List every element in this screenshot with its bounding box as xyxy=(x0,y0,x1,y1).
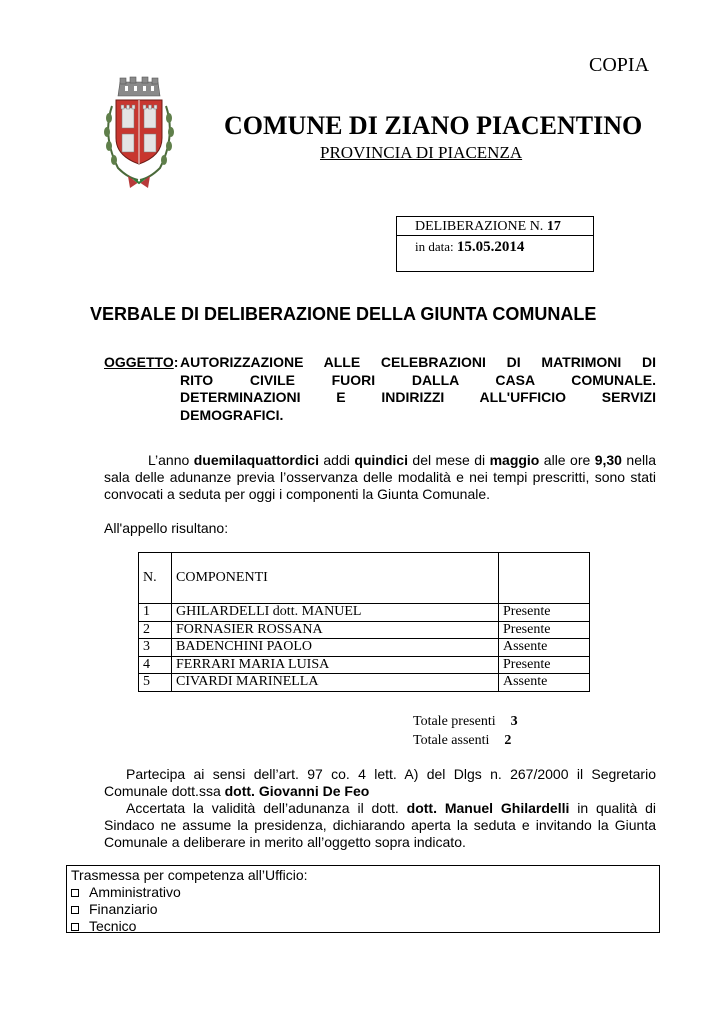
table-row xyxy=(139,656,590,674)
deliberation-number-label: DELIBERAZIONE N. xyxy=(415,219,544,234)
municipality-name: COMUNE DI ZIANO PIACENTINO xyxy=(224,111,643,140)
deliberation-number-value: 17 xyxy=(546,219,561,234)
member-number: 3 xyxy=(139,639,172,657)
mayor-name: dott. Manuel Ghilardelli xyxy=(406,800,570,816)
table-header-row xyxy=(139,553,590,604)
roll-call-label: All'appello risultano: xyxy=(104,520,229,536)
secretary-name: dott. Giovanni De Feo xyxy=(224,783,370,799)
table-row xyxy=(139,674,590,692)
checkbox-icon[interactable] xyxy=(71,906,79,914)
members-table xyxy=(138,552,590,692)
subject-label: OGGETTO: xyxy=(104,354,179,370)
column-header-status xyxy=(499,553,590,604)
column-header-number: N. xyxy=(139,553,172,604)
deliberation-box xyxy=(396,216,594,272)
document-title: VERBALE DI DELIBERAZIONE DELLA GIUNTA COMUNALE xyxy=(90,304,597,324)
subject-line: DETERMINAZIONI E INDIRIZZI ALL'UFFICIO SERVIZI xyxy=(180,389,656,405)
deliberation-number xyxy=(397,217,593,236)
checkbox-item-financial[interactable] xyxy=(71,901,659,918)
member-name: FORNASIER ROSSANA xyxy=(172,621,499,639)
transmission-title: Trasmessa per competenza all’Ufficio: xyxy=(71,867,308,883)
table-row xyxy=(139,639,590,657)
deliberation-date-label: in data: xyxy=(415,239,454,254)
province-name: PROVINCIA DI PIACENZA xyxy=(320,143,523,162)
member-name: CIVARDI MARINELLA xyxy=(172,674,499,692)
municipal-crest-logo xyxy=(98,76,180,192)
transmission-box xyxy=(66,865,660,933)
subject-text xyxy=(180,354,656,424)
total-present: Totale presenti 3 xyxy=(413,714,518,729)
member-number: 1 xyxy=(139,604,172,622)
subject-line: DEMOGRAFICI. xyxy=(180,406,284,423)
day-text: quindici xyxy=(354,452,408,468)
checkbox-icon[interactable] xyxy=(71,889,79,897)
checkbox-item-administrative[interactable] xyxy=(71,884,659,901)
member-name: BADENCHINI PAOLO xyxy=(172,639,499,657)
deliberation-date-value: 15.05.2014 xyxy=(456,239,525,255)
total-present-value: 3 xyxy=(510,714,518,729)
intro-paragraph: L’anno duemilaquattordici addi quindici del mese di maggio alle ore 9,30 nella sala delle adunanze previa l’osservanza delle modalità e nei tempi prescritti, sono stati convocati a seduta per oggi i componenti la Giunta Comunale. xyxy=(104,452,656,502)
table-row xyxy=(139,621,590,639)
member-name: GHILARDELLI dott. MANUEL xyxy=(172,604,499,622)
subject-line: AUTORIZZAZIONE ALLE CELEBRAZIONI DI MATRIMONI DI xyxy=(180,354,656,370)
checkbox-label: Amministrativo xyxy=(89,884,181,900)
subject-block xyxy=(104,354,656,424)
member-name: FERRARI MARIA LUISA xyxy=(172,656,499,674)
deliberation-date xyxy=(415,239,524,256)
time-text: 9,30 xyxy=(594,452,622,468)
year-text: duemilaquattordici xyxy=(193,452,319,468)
total-absent: Totale assenti 2 xyxy=(413,733,512,748)
subject-line: RITO CIVILE FUORI DALLA CASA COMUNALE. xyxy=(180,371,656,388)
checkbox-label: Finanziario xyxy=(89,901,158,917)
copy-label: COPIA xyxy=(589,54,650,76)
participation-paragraph: Partecipa ai sensi dell’art. 97 co. 4 lett. A) del Dlgs n. 267/2000 il Segretario Comunale dott.ssa dott. Giovanni De Feo Accertata la validità dell’adunanza il dott. dott. Manuel Ghilardelli in qualità di Sindaco ne assume la presidenza, dichiarando aperta la seduta e invitando la Giunta Comunale a deliberare in merito all’oggetto sopra indicato. xyxy=(104,766,656,850)
member-number: 4 xyxy=(139,656,172,674)
member-number: 2 xyxy=(139,621,172,639)
member-number: 5 xyxy=(139,674,172,692)
totals xyxy=(413,712,518,750)
member-status: Assente xyxy=(499,674,590,692)
checkbox-icon[interactable] xyxy=(71,923,79,931)
table-row xyxy=(139,604,590,622)
member-status: Assente xyxy=(499,639,590,657)
checkbox-item-technical[interactable] xyxy=(71,918,659,935)
checkbox-label: Tecnico xyxy=(89,918,137,934)
member-status: Presente xyxy=(499,621,590,639)
month-text: maggio xyxy=(489,452,540,468)
member-status: Presente xyxy=(499,656,590,674)
member-status: Presente xyxy=(499,604,590,622)
total-absent-value: 2 xyxy=(504,733,512,748)
column-header-members: COMPONENTI xyxy=(172,553,499,604)
